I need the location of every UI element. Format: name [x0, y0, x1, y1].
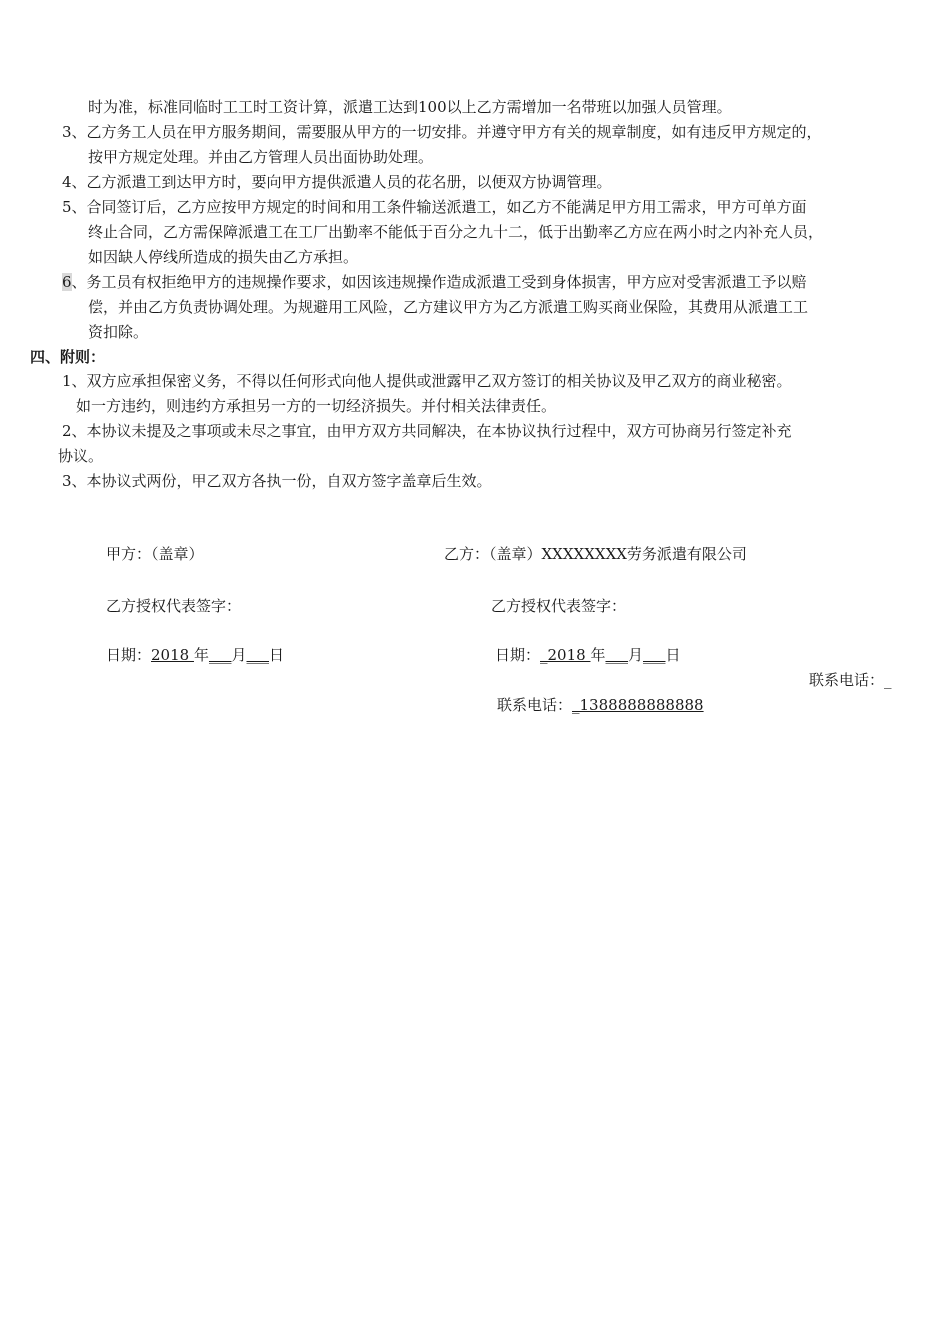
section-4-item-2-line-2: 协议。: [58, 447, 104, 465]
section-4-title: 四、附则：: [30, 348, 106, 366]
party-a-phone: 联系电话：_: [809, 671, 892, 689]
clause-3-line-2: 按甲方规定处理。并由乙方管理人员出面协助处理。: [88, 148, 434, 166]
party-a-representative-signature: 乙方授权代表签字：: [106, 597, 242, 615]
party-b-date: 日期：_2018 年___月___日: [495, 646, 681, 664]
party-a-seal: 甲方：（盖章）: [106, 545, 204, 563]
party-a-date-day-blank: ___: [246, 646, 269, 664]
party-b-seal: 乙方：（盖章）XXXXXXXX劳务派遣有限公司: [444, 545, 747, 563]
party-b-phone: 联系电话：_1388888888888: [497, 696, 704, 714]
clause-4: 4、乙方派遣工到达甲方时，要向甲方提供派遣人员的花名册，以便双方协调管理。: [62, 173, 612, 191]
party-b-representative-signature: 乙方授权代表签字：: [491, 597, 627, 615]
section-4-item-3: 3、本协议式两份，甲乙双方各执一份，自双方签字盖章后生效。: [62, 472, 492, 490]
party-b-date-month-blank: ___: [605, 646, 628, 664]
party-b-date-year: _2018: [540, 646, 591, 664]
clause-2-tail: 时为准，标准同临时工工时工资计算，派遣工达到100以上乙方需增加一名带班以加强人员管理。: [88, 98, 732, 116]
party-a-date: 日期：2018 年___月___日: [106, 646, 285, 664]
section-4-item-1-line-1: 1、双方应承担保密义务，不得以任何形式向他人提供或泄露甲乙双方签订的相关协议及甲乙双方的商业秘密。: [62, 372, 792, 390]
clause-5-line-2: 终止合同，乙方需保障派遣工在工厂出勤率不能低于百分之九十二，低于出勤率乙方应在两小时之内补充人员，: [88, 223, 824, 241]
clause-3-line-1: 3、乙方务工人员在甲方服务期间，需要服从甲方的一切安排。并遵守甲方有关的规章制度，如有违反甲方规定的，: [62, 123, 822, 141]
clause-6-number: 6: [62, 273, 72, 291]
party-b-phone-number: _1388888888888: [572, 696, 704, 714]
section-4-item-2-line-1: 2、本协议未提及之事项或未尽之事宜，由甲方双方共同解决，在本协议执行过程中，双方可协商另行签定补充: [62, 422, 792, 440]
clause-5-line-1: 5、合同签订后，乙方应按甲方规定的时间和用工条件输送派遣工，如乙方不能满足甲方用工需求，甲方可单方面: [62, 198, 807, 216]
section-4-item-1-line-2: 如一方违约，则违约方承担另一方的一切经济损失。并付相关法律责任。: [76, 397, 557, 415]
clause-6-line-1: [62, 271, 807, 293]
clause-6-line-2: 偿，并由乙方负责协调处理。为规避用工风险，乙方建议甲方为乙方派遣工购买商业保险，其费用从派遣工工: [88, 298, 809, 316]
party-a-date-year: 2018: [151, 646, 194, 664]
clause-6-text: 、务工员有权拒绝甲方的违规操作要求，如因该违规操作造成派遣工受到身体损害，甲方应对受害派遣工予以赔: [71, 273, 807, 291]
party-b-date-day-blank: ___: [643, 646, 666, 664]
party-a-date-month-blank: ___: [208, 646, 232, 664]
clause-6-line-3: 资扣除。: [88, 323, 149, 341]
clause-5-line-3: 如因缺人停线所造成的损失由乙方承担。: [88, 248, 359, 266]
